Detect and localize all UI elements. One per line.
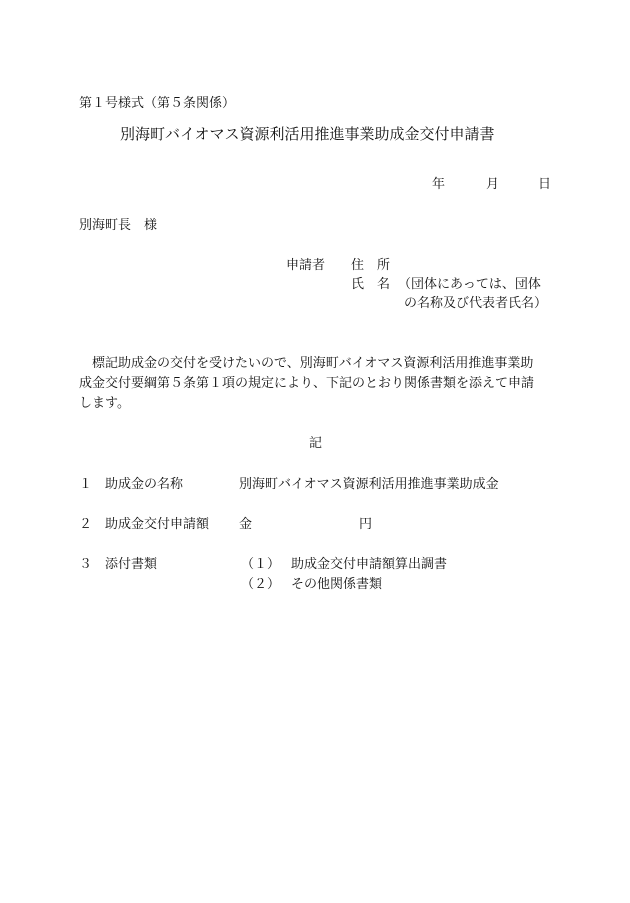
item-2-number: ２ bbox=[79, 517, 93, 532]
item-2-label: 助成金交付申請額 bbox=[105, 517, 210, 532]
attachment-1-number: （１） bbox=[241, 557, 281, 572]
amount-yen: 円 bbox=[359, 517, 373, 532]
date-day: 日 bbox=[538, 177, 552, 192]
form-label: 第１号様式（第５条関係） bbox=[79, 96, 236, 111]
body-line-2: 成金交付要綱第５条第１項の規定により、下記のとおり関係書類を添えて申請 bbox=[79, 376, 535, 391]
applicant-label: 申請者 bbox=[286, 258, 326, 273]
body-line-1: 標記助成金の交付を受けたいので、別海町バイオマス資源利活用推進事業助 bbox=[79, 356, 534, 371]
document-title: 別海町バイオマス資源利活用推進事業助成金交付申請書 bbox=[120, 125, 495, 143]
attachment-2-number: （２） bbox=[241, 577, 281, 592]
item-1-value: 別海町バイオマス資源利活用推進事業助成金 bbox=[239, 477, 499, 492]
item-1-label: 助成金の名称 bbox=[105, 477, 184, 492]
item-1-number: １ bbox=[79, 477, 93, 492]
item-3-label: 添付書類 bbox=[105, 557, 158, 572]
applicant-note-line2: の名称及び代表者氏名） bbox=[404, 296, 548, 311]
name-label: 氏 名 bbox=[351, 277, 391, 292]
amount-kin: 金 bbox=[239, 517, 253, 532]
attachment-1-text: 助成金交付申請額算出調書 bbox=[291, 557, 448, 572]
body-line-3: します。 bbox=[79, 396, 130, 411]
attachment-2-text: その他関係書類 bbox=[291, 577, 383, 592]
item-3-number: ３ bbox=[79, 557, 93, 572]
date-year: 年 bbox=[432, 177, 446, 192]
address-label: 住 所 bbox=[351, 258, 391, 273]
ki-heading: 記 bbox=[309, 436, 323, 451]
addressee: 別海町長 様 bbox=[79, 218, 158, 233]
date-month: 月 bbox=[486, 177, 500, 192]
applicant-note-line1: （団体にあっては、団体 bbox=[398, 277, 541, 292]
